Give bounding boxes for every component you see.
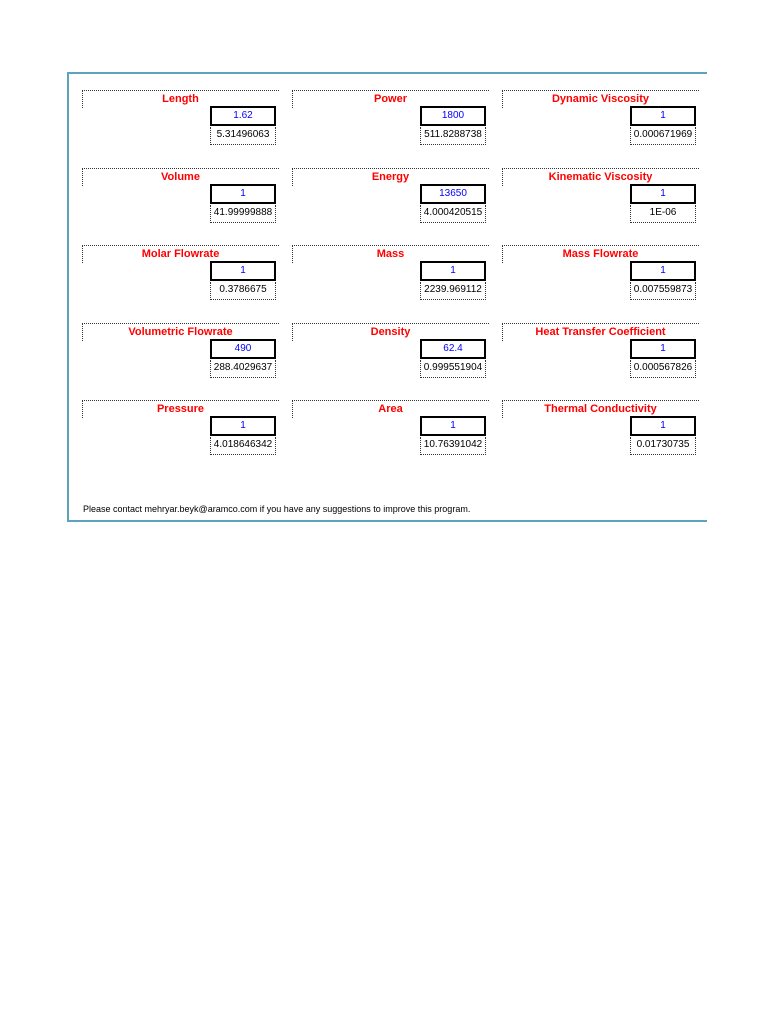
converter-panel bbox=[67, 72, 707, 522]
converter-pressure bbox=[82, 400, 279, 478]
mass-output: 2239.969112 bbox=[420, 282, 486, 300]
volumetric-flowrate-input[interactable]: 490 bbox=[210, 339, 276, 359]
converter-label: Heat Transfer Coefficient bbox=[535, 325, 666, 338]
converter-dynamic-viscosity bbox=[502, 90, 699, 168]
mass-flowrate-input[interactable]: 1 bbox=[630, 261, 696, 281]
heat-transfer-coefficient-output: 0.000567826 bbox=[630, 360, 696, 378]
pressure-input[interactable]: 1 bbox=[210, 416, 276, 436]
mass-flowrate-output: 0.007559873 bbox=[630, 282, 696, 300]
converter-heat-transfer-coefficient bbox=[502, 323, 699, 401]
converter-label: Volumetric Flowrate bbox=[128, 325, 233, 338]
converter-label: Length bbox=[162, 93, 199, 105]
converter-label: Volume bbox=[161, 170, 200, 183]
converter-molar-flowrate bbox=[82, 245, 279, 323]
converter-label: Energy bbox=[371, 170, 410, 183]
converter-length bbox=[82, 90, 279, 168]
converter-volumetric-flowrate bbox=[82, 323, 279, 401]
converter-label: Thermal Conductivity bbox=[544, 403, 657, 415]
length-output: 5.31496063 bbox=[210, 127, 276, 145]
converter-energy bbox=[292, 168, 489, 246]
converter-label: Mass bbox=[376, 248, 405, 260]
converter-label: Mass Flowrate bbox=[562, 248, 639, 260]
converter-label: Pressure bbox=[156, 403, 205, 415]
kinematic-viscosity-output: 1E-06 bbox=[630, 205, 696, 223]
energy-output: 4.000420515 bbox=[420, 205, 486, 223]
molar-flowrate-input[interactable]: 1 bbox=[210, 261, 276, 281]
converter-label: Density bbox=[370, 325, 411, 338]
length-input[interactable]: 1.62 bbox=[210, 106, 276, 126]
converter-mass bbox=[292, 245, 489, 323]
molar-flowrate-output: 0.3786675 bbox=[210, 282, 276, 300]
power-input[interactable]: 1800 bbox=[420, 106, 486, 126]
converter-power bbox=[292, 90, 489, 168]
energy-input[interactable]: 13650 bbox=[420, 184, 486, 204]
power-output: 511.8288738 bbox=[420, 127, 486, 145]
volume-input[interactable]: 1 bbox=[210, 184, 276, 204]
converter-kinematic-viscosity bbox=[502, 168, 699, 246]
converter-grid bbox=[82, 90, 699, 478]
converter-label: Area bbox=[378, 403, 403, 415]
dynamic-viscosity-output: 0.000671969 bbox=[630, 127, 696, 145]
kinematic-viscosity-input[interactable]: 1 bbox=[630, 184, 696, 204]
pressure-output: 4.018646342 bbox=[210, 437, 276, 455]
converter-label: Dynamic Viscosity bbox=[551, 93, 649, 105]
converter-label: Molar Flowrate bbox=[141, 248, 220, 260]
heat-transfer-coefficient-input[interactable]: 1 bbox=[630, 339, 696, 359]
converter-density bbox=[292, 323, 489, 401]
contact-footer-text: Please contact mehryar.beyk@aramco.com if you have any suggestions to improve this program. bbox=[83, 504, 471, 514]
volume-output: 41.99999888 bbox=[210, 205, 276, 223]
thermal-conductivity-output: 0.01730735 bbox=[630, 437, 696, 455]
thermal-conductivity-input[interactable]: 1 bbox=[630, 416, 696, 436]
area-input[interactable]: 1 bbox=[420, 416, 486, 436]
converter-label: Kinematic Viscosity bbox=[548, 170, 653, 183]
density-input[interactable]: 62.4 bbox=[420, 339, 486, 359]
area-output: 10.76391042 bbox=[420, 437, 486, 455]
density-output: 0.999551904 bbox=[420, 360, 486, 378]
converter-area bbox=[292, 400, 489, 478]
mass-input[interactable]: 1 bbox=[420, 261, 486, 281]
volumetric-flowrate-output: 288.4029637 bbox=[210, 360, 276, 378]
converter-label: Power bbox=[373, 93, 407, 105]
dynamic-viscosity-input[interactable]: 1 bbox=[630, 106, 696, 126]
converter-volume bbox=[82, 168, 279, 246]
converter-thermal-conductivity bbox=[502, 400, 699, 478]
converter-mass-flowrate bbox=[502, 245, 699, 323]
